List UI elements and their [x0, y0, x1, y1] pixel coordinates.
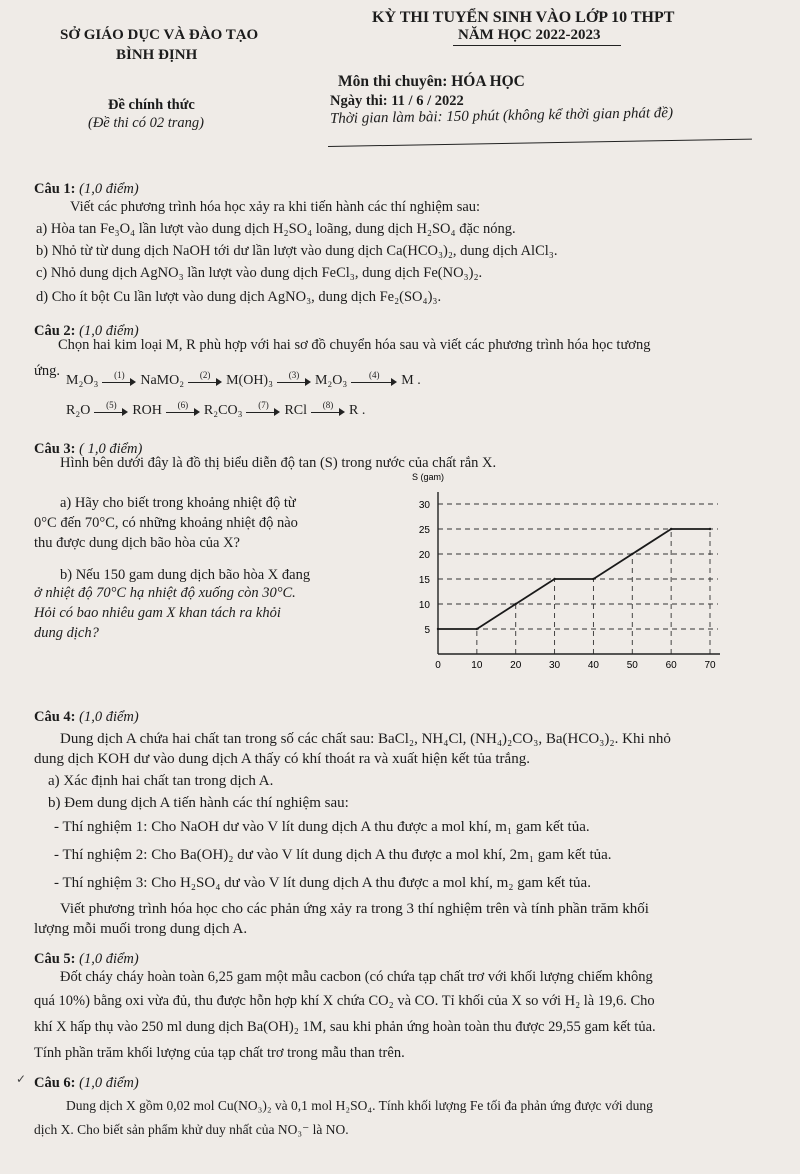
chain-m-species: M₂O₃ — [314, 373, 348, 388]
reaction-arrow: (4) — [351, 375, 397, 387]
q4-experiment-2: - Thí nghiệm 2: Cho Ba(OH)₂ dư vào V lít dung dịch A thu được a mol khí, 2m₁ gam kết tủa. — [54, 847, 612, 863]
q5-line4: Tính phần trăm khối lượng của tạp chất trơ trong mẫu than trên. — [34, 1045, 405, 1061]
chain-r-species: R₂O — [66, 403, 91, 418]
school-year-underline — [453, 45, 621, 46]
duration-underline — [328, 139, 752, 147]
q5-line1: Đốt cháy cháy hoàn toàn 6,25 gam một mẫu cacbon (có chứa tạp chất trơ với khối lượng chiếm không — [60, 969, 653, 985]
q3-part-a-line2: 0°C đến 70°C, có những khoảng nhiệt độ nào — [34, 515, 298, 531]
q3-intro: Hình bên dưới đây là đồ thị biểu diễn độ tan (S) trong nước của chất rắn X. — [60, 455, 497, 471]
q1-intro: Viết các phương trình hóa học xảy ra khi tiến hành các thí nghiệm sau: — [70, 199, 481, 215]
q3-part-b-line2: ở nhiệt độ 70°C hạ nhiệt độ xuống còn 30°C. — [34, 585, 296, 601]
q3-part-b-line4: dung dịch? — [34, 625, 99, 641]
q4-experiment-3: - Thí nghiệm 3: Cho H₂SO₄ dư vào V lít dung dịch A thu được a mol khí, m₂ gam kết tủa. — [54, 875, 591, 891]
q2-intro: Chọn hai kim loại M, R phù hợp với hai sơ đồ chuyển hóa sau và viết các phương trình hóa học tương — [58, 337, 651, 353]
chain-m-species: M(OH)₃ — [226, 373, 273, 388]
chain-m-species: NaMO₂ — [140, 373, 185, 388]
y-tick-label: 10 — [418, 600, 430, 611]
reaction-arrow: (5) — [94, 405, 128, 417]
q5-line3: khí X hấp thụ vào 250 ml dung dịch Ba(OH)₂ 1M, sau khi phản ứng hoàn toàn thu được 29,55 gam kết tủa. — [34, 1019, 656, 1035]
exam-date: Ngày thi: 11 / 6 / 2022 — [330, 93, 464, 109]
q2-intro-end: ứng. — [34, 363, 60, 379]
chain-r-species: R . — [349, 403, 366, 418]
q3-part-b-line3: Hỏi có bao nhiêu gam X khan tách ra khỏi — [34, 605, 281, 621]
data-point — [709, 528, 711, 530]
q3-part-a-line3: thu được dung dịch bão hòa của X? — [34, 535, 240, 551]
reaction-chain-r — [66, 399, 366, 420]
official-label: Đề chính thức — [108, 97, 195, 113]
x-tick-label: 30 — [549, 660, 561, 671]
x-tick-label: 50 — [626, 660, 638, 671]
q4-part-b: b) Đem dung dịch A tiến hành các thí nghiệm sau: — [48, 795, 349, 811]
exam-title: KỲ THI TUYỂN SINH VÀO LỚP 10 THPT — [372, 9, 675, 26]
data-point — [553, 578, 555, 580]
school-year: NĂM HỌC 2022-2023 — [458, 27, 601, 43]
reaction-chain-m — [66, 369, 421, 390]
reaction-arrow: (7) — [246, 405, 280, 417]
q2-title: Câu 2: (1,0 điểm) — [34, 323, 139, 339]
reaction-arrow: (2) — [188, 375, 222, 387]
x-tick-label: 40 — [587, 660, 599, 671]
x-tick-label: 60 — [665, 660, 677, 671]
q4-final-line2: lượng mỗi muối trong dung dịch A. — [34, 921, 248, 937]
exam-duration: Thời gian làm bài: 150 phút (không kể thời gian phát đề) — [329, 105, 674, 127]
solubility-chart — [400, 472, 730, 686]
reaction-arrow: (8) — [311, 405, 345, 417]
x-tick-label: 70 — [704, 660, 716, 671]
data-point — [670, 528, 672, 530]
reaction-arrow: (3) — [277, 375, 311, 387]
pen-mark: ✓ — [16, 1072, 27, 1086]
q4-line1: Dung dịch A chứa hai chất tan trong số các chất sau: BaCl₂, NH₄Cl, (NH₄)₂CO₃, Ba(HCO₃)₂. Khi nhỏ — [60, 731, 671, 747]
q5-line2: quá 10%) bằng oxi vừa đủ, thu được hỗn hợp khí X chứa CO₂ và CO. Tỉ khối của X so với H₂ là 19,6. Cho — [34, 993, 655, 1009]
department-name: SỞ GIÁO DỤC VÀ ĐÀO TẠO — [60, 27, 259, 43]
q4-title: Câu 4: (1,0 điểm) — [34, 709, 139, 725]
reaction-arrow: (1) — [102, 375, 136, 387]
q4-line2: dung dịch KOH dư vào dung dịch A thấy có khí thoát ra và xuất hiện kết tủa trắng. — [34, 751, 530, 767]
q3-part-b-line1: b) Nếu 150 gam dung dịch bão hòa X đang — [60, 567, 311, 583]
y-tick-label: 25 — [418, 525, 430, 536]
data-point — [437, 628, 439, 630]
chain-r-species: RCl — [284, 403, 308, 418]
q6-line1: Dung dịch X gồm 0,02 mol Cu(NO₃)₂ và 0,1 mol H₂SO₄. Tính khối lượng Fe tối đa phản ứng được với dung — [66, 1098, 653, 1113]
chain-m-species: M₂O₃ — [66, 373, 99, 388]
q5-title: Câu 5: (1,0 điểm) — [34, 951, 139, 967]
q1-part-a: a) Hòa tan Fe₃O₄ lần lượt vào dung dịch H₂SO₄ loãng, dung dịch H₂SO₄ đặc nóng. — [36, 221, 516, 237]
reaction-arrow: (6) — [166, 405, 200, 417]
chain-r-species: ROH — [132, 403, 162, 418]
q3-title: Câu 3: ( 1,0 điểm) — [34, 441, 143, 457]
q3-part-a-line1: a) Hãy cho biết trong khoảng nhiệt độ từ — [60, 495, 296, 511]
q1-part-c: c) Nhỏ dung dịch AgNO₃ lần lượt vào dung dịch FeCl₃, dung dịch Fe(NO₃)₂. — [36, 265, 483, 281]
q4-part-a: a) Xác định hai chất tan trong dịch A. — [48, 773, 274, 789]
x-tick-label: 10 — [471, 660, 483, 671]
q6-title: Câu 6: (1,0 điểm) — [34, 1075, 139, 1091]
x-tick-label: 20 — [510, 660, 522, 671]
data-point — [631, 553, 633, 555]
y-tick-label: 5 — [424, 625, 430, 636]
data-point — [515, 603, 517, 605]
pages-note: (Đề thi có 02 trang) — [88, 115, 204, 131]
data-point — [592, 578, 594, 580]
chain-r-species: R₂CO₃ — [203, 403, 243, 418]
q4-experiment-1: - Thí nghiệm 1: Cho NaOH dư vào V lít dung dịch A thu được a mol khí, m₁ gam kết tủa. — [54, 819, 590, 835]
subject: Môn thi chuyên: HÓA HỌC — [338, 73, 525, 90]
y-tick-label: 20 — [418, 550, 430, 561]
q1-title: Câu 1: (1,0 điểm) — [34, 181, 139, 197]
province-name: BÌNH ĐỊNH — [116, 47, 198, 63]
q1-part-d: d) Cho ít bột Cu lần lượt vào dung dịch AgNO₃, dung dịch Fe₂(SO₄)₃. — [36, 289, 442, 305]
y-tick-label: 15 — [418, 575, 430, 586]
y-axis-label: S (gam) — [412, 472, 445, 482]
q4-final-line1: Viết phương trình hóa học cho các phản ứng xảy ra trong 3 thí nghiệm trên và tính phần trăm khối — [60, 901, 649, 917]
q6-line2: dịch X. Cho biết sản phẩm khử duy nhất của NO₃⁻ là NO. — [34, 1122, 349, 1137]
x-tick-label: 0 — [435, 660, 441, 671]
y-tick-label: 30 — [418, 500, 430, 511]
data-point — [476, 628, 478, 630]
q1-part-b: b) Nhỏ từ từ dung dịch NaOH tới dư lần lượt vào dung dịch Ca(HCO₃)₂, dung dịch AlCl₃. — [36, 243, 558, 259]
chain-m-species: M . — [401, 373, 421, 388]
